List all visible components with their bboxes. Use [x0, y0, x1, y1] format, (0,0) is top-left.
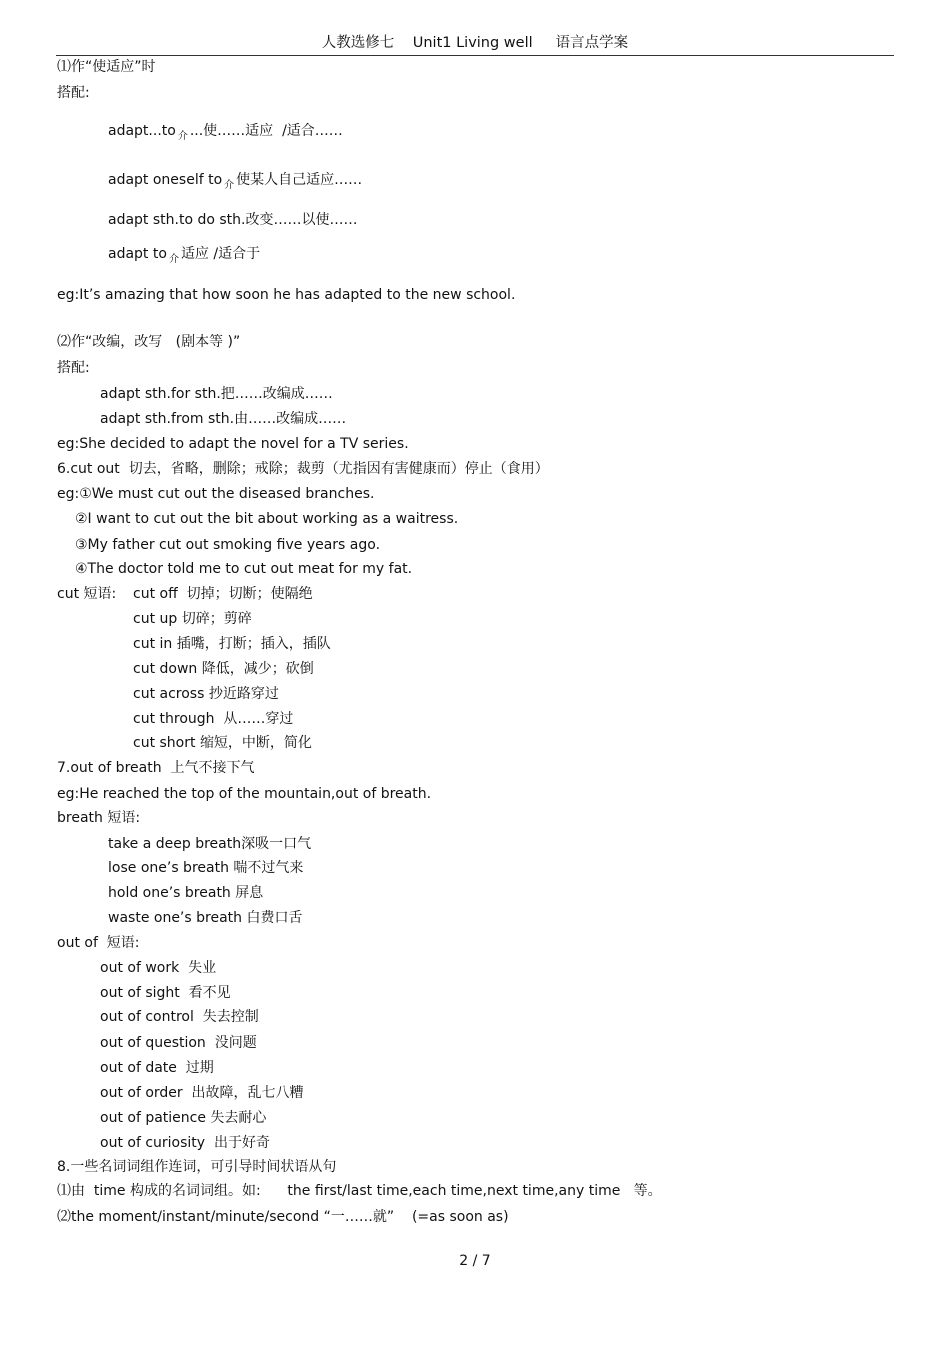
phrase-item: out of sight 看不见: [100, 985, 231, 1001]
phrase-item: cut through 从……穿过: [133, 711, 294, 727]
section1-heading: ⑴作“使适应”时: [57, 59, 156, 75]
collocation-subscript: 介: [177, 131, 188, 142]
collocation-text: adapt...to: [108, 123, 176, 139]
collocation-subscript: 介: [224, 180, 235, 191]
phrase-item: out of patience 失去耐心: [100, 1110, 267, 1126]
collocation-item: adapt sth.from sth.由……改编成……: [100, 411, 347, 427]
collocation-meaning: 适应 /适合于: [180, 246, 261, 262]
collocation-item: [108, 122, 343, 142]
phrase-item: cut down 降低，减少；砍倒: [133, 661, 314, 677]
phrase-item: cut up 切碎；剪碎: [133, 611, 252, 627]
page-header: 人教选修七 Unit1 Living well 语言点学案: [321, 35, 629, 51]
collocation-text: adapt sth.to do sth.改变……以使……: [108, 212, 358, 228]
outof-phrases-label: out of 短语:: [57, 935, 140, 951]
collocation-text: adapt oneself to: [108, 172, 223, 188]
item7-title: 7.out of breath 上气不接下气: [57, 760, 255, 776]
example-sentence: ④The doctor told me to cut out meat for my fat.: [75, 561, 413, 577]
collocation-meaning: ...使……适应 /适合……: [189, 123, 343, 139]
item8-title: 8.一些名词词组作连词，可引导时间状语从句: [57, 1159, 337, 1175]
page-number: 2 / 7: [459, 1253, 491, 1269]
phrase-item: out of question 没问题: [100, 1035, 257, 1051]
phrase-item: lose one’s breath 喘不过气来: [108, 860, 304, 876]
section1-example: eg:It’s amazing that how soon he has adapted to the new school.: [57, 287, 516, 303]
section2-heading: ⑵作“改编，改写 (剧本等 )”: [57, 334, 241, 350]
collocation-item: adapt sth.for sth.把……改编成……: [100, 386, 333, 402]
example-sentence: ②I want to cut out the bit about working as a waitress.: [75, 511, 459, 527]
section1-collocation-label: 搭配:: [57, 85, 90, 101]
phrase-item: cut in 插嘴，打断；插入，插队: [133, 636, 331, 652]
item7-example: eg:He reached the top of the mountain,out of breath.: [57, 786, 432, 802]
header-rule: [56, 55, 894, 56]
phrase-item: out of work 失业: [100, 960, 217, 976]
collocation-item: [108, 171, 362, 191]
collocation-item: [108, 211, 358, 229]
phrase-item: out of order 出故障，乱七八糟: [100, 1085, 304, 1101]
cut-phrases-label: cut 短语:: [57, 586, 117, 602]
phrase-item: cut across 抄近路穿过: [133, 686, 279, 702]
item8-line: ⑴由 time 构成的名词词组。如: the first/last time,each time,next time,any time 等。: [57, 1183, 662, 1199]
phrase-item: waste one’s breath 白费口舌: [108, 910, 303, 926]
phrase-item: out of control 失去控制: [100, 1009, 259, 1025]
item6-title: 6.cut out 切去，省略，删除；戒除；裁剪（尤指因有害健康而）停止（食用）: [57, 461, 549, 477]
item8-line: ⑵the moment/instant/minute/second “一……就” (=as soon as): [57, 1209, 509, 1225]
phrase-item: out of date 过期: [100, 1060, 214, 1076]
phrase-item: hold one’s breath 屏息: [108, 885, 264, 901]
collocation-text: adapt to: [108, 246, 167, 262]
collocation-meaning: 使某人自己适应……: [236, 172, 363, 188]
example-sentence: ③My father cut out smoking five years ago.: [75, 537, 381, 553]
phrase-item: cut short 缩短，中断，简化: [133, 735, 312, 751]
phrase-item: take a deep breath深吸一口气: [108, 836, 312, 852]
collocation-item: [108, 245, 260, 265]
section2-example: eg:She decided to adapt the novel for a TV series.: [57, 436, 409, 452]
breath-phrases-label: breath 短语:: [57, 810, 141, 826]
example-sentence: eg:①We must cut out the diseased branches.: [57, 486, 375, 502]
collocation-subscript: 介: [168, 254, 179, 265]
section2-collocation-label: 搭配:: [57, 360, 90, 376]
phrase-item: out of curiosity 出于好奇: [100, 1135, 270, 1151]
phrase-item: cut off 切掉；切断；使隔绝: [133, 586, 313, 602]
